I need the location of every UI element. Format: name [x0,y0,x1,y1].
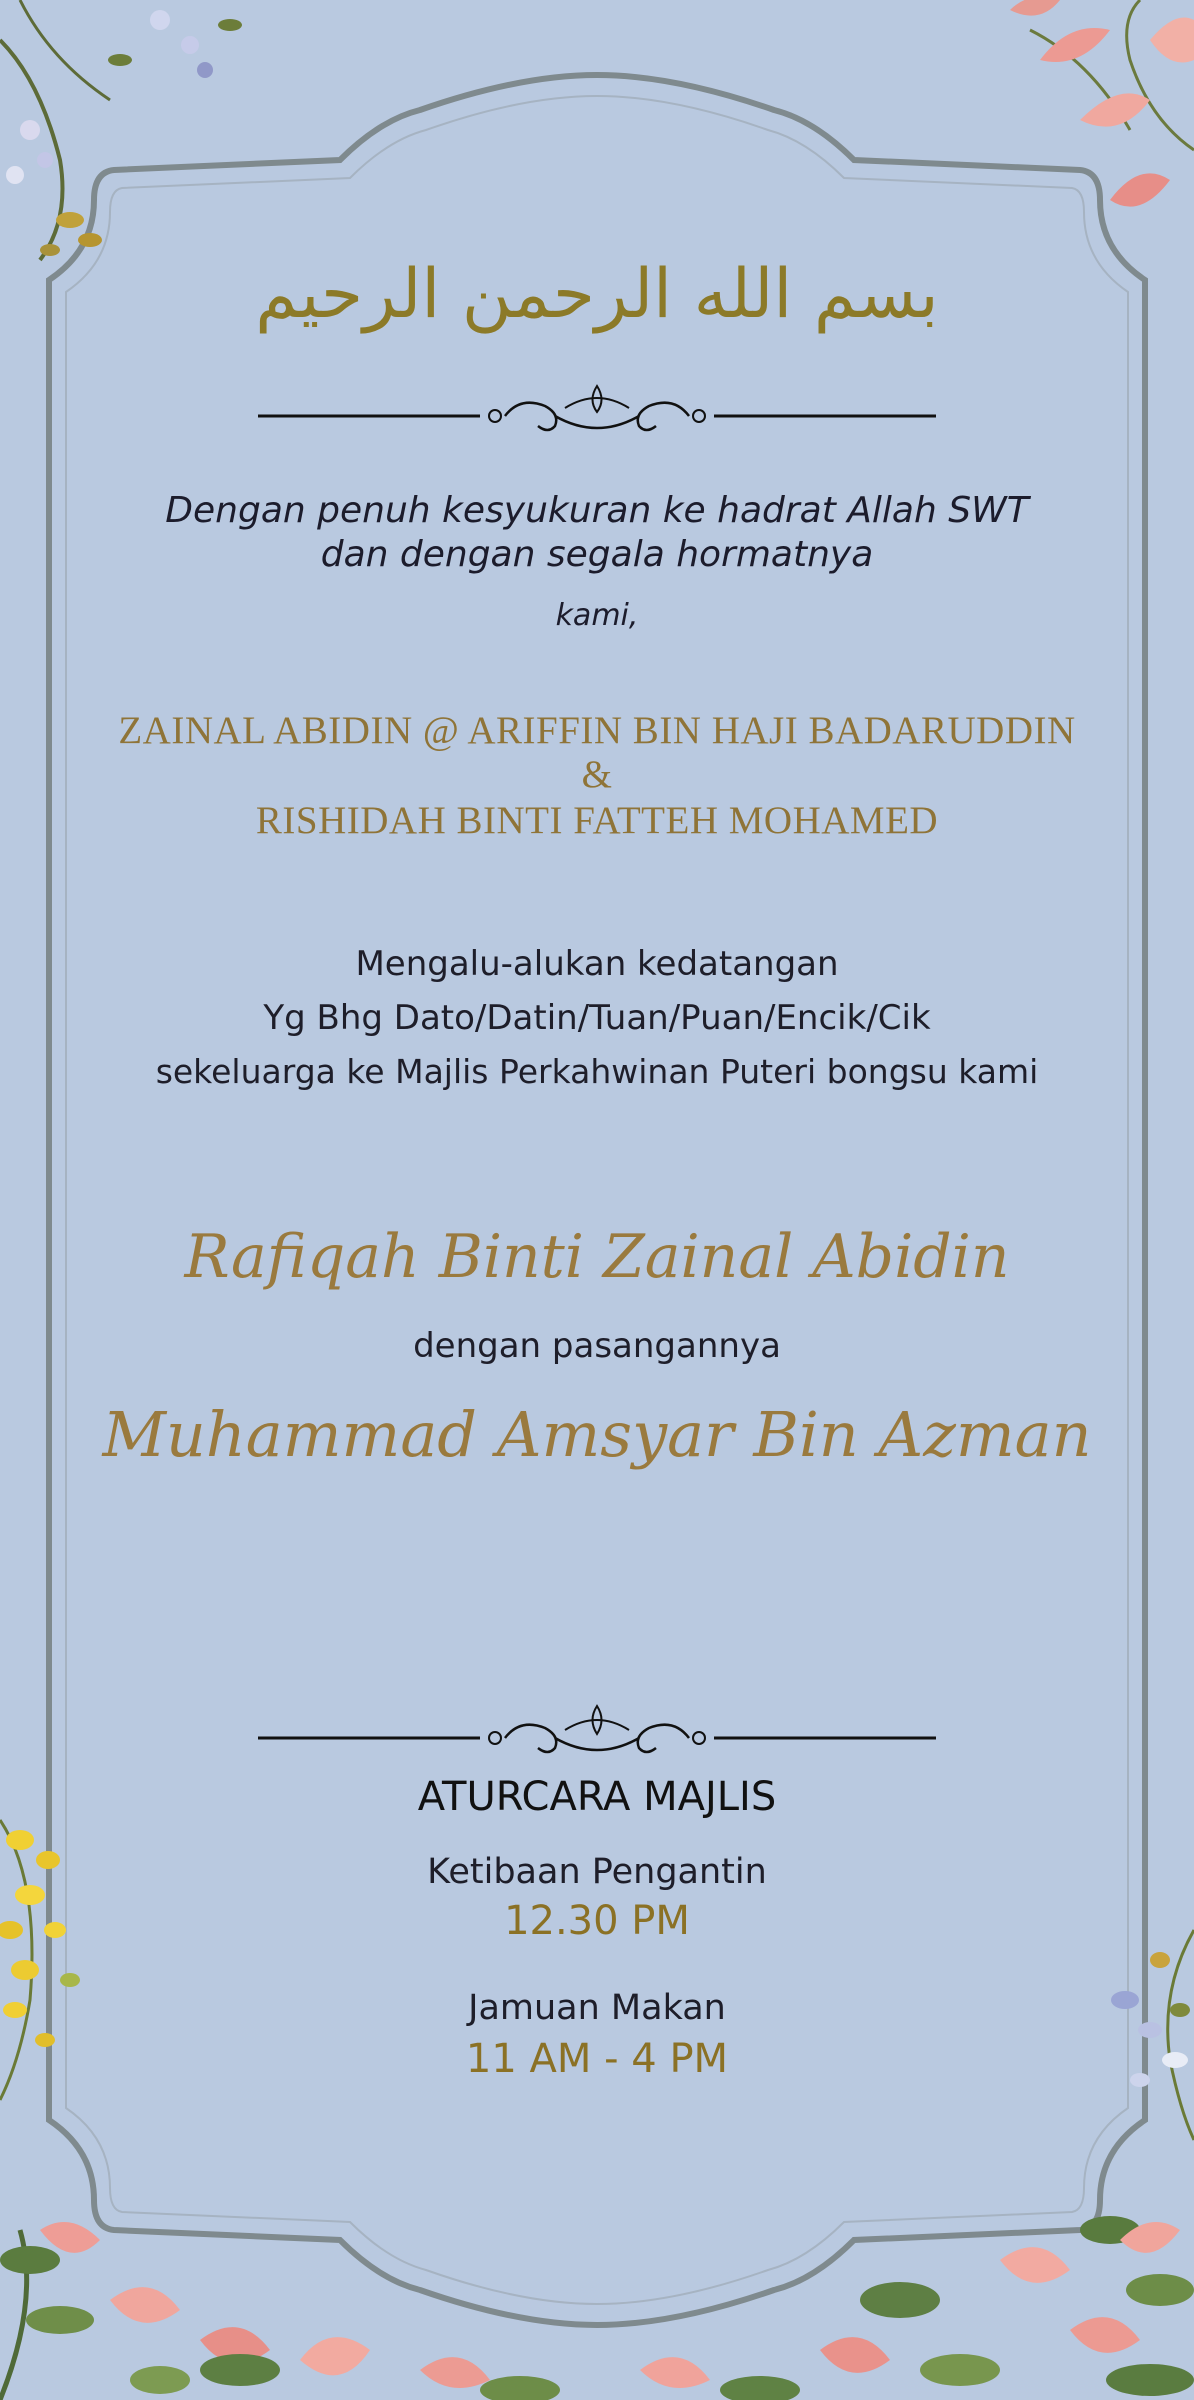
welcome-line-3: sekeluarga ke Majlis Perkahwinan Puteri bongsu kami [155,1052,1039,1091]
intro-line-2: dan dengan segala hormatnya [320,534,874,575]
couple-connector: dengan pasangannya [413,1326,781,1366]
floral-top-left [0,0,242,260]
floral-right-blue [1111,1930,1194,2140]
bride-name: Rafiqah Binti Zainal Abidin [184,1222,1010,1292]
floral-bottom-border [0,2216,1194,2400]
intro-line-1: Dengan penuh kesyukuran ke hadrat Allah SWT [165,490,1029,531]
host-mother-name: RISHIDAH BINTI FATTEH MOHAMED [255,799,939,842]
schedule-item-time: 11 AM - 4 PM [465,2036,729,2082]
floral-top-right [1010,0,1194,207]
top-divider-ornament [258,386,936,430]
intro-line-3: kami, [555,598,639,633]
schedule-title: ATURCARA MAJLIS [417,1774,777,1820]
schedule-divider-ornament [258,1706,936,1752]
groom-name: Muhammad Amsyar Bin Azman [102,1398,1092,1471]
host-ampersand: & [581,753,613,796]
host-father-name: ZAINAL ABIDIN @ ARIFFIN BIN HAJI BADARUDDIN [118,709,1076,752]
schedule-item-time: 12.30 PM [504,1898,690,1944]
welcome-line-2: Yg Bhg Dato/Datin/Tuan/Puan/Encik/Cik [263,998,931,1038]
welcome-line-1: Mengalu-alukan kedatangan [355,944,839,984]
schedule-item-label: Jamuan Makan [468,1988,726,2028]
bismillah-calligraphy: بسم الله الرحمن الرحيم [255,255,939,334]
schedule-item-label: Ketibaan Pengantin [427,1852,767,1892]
